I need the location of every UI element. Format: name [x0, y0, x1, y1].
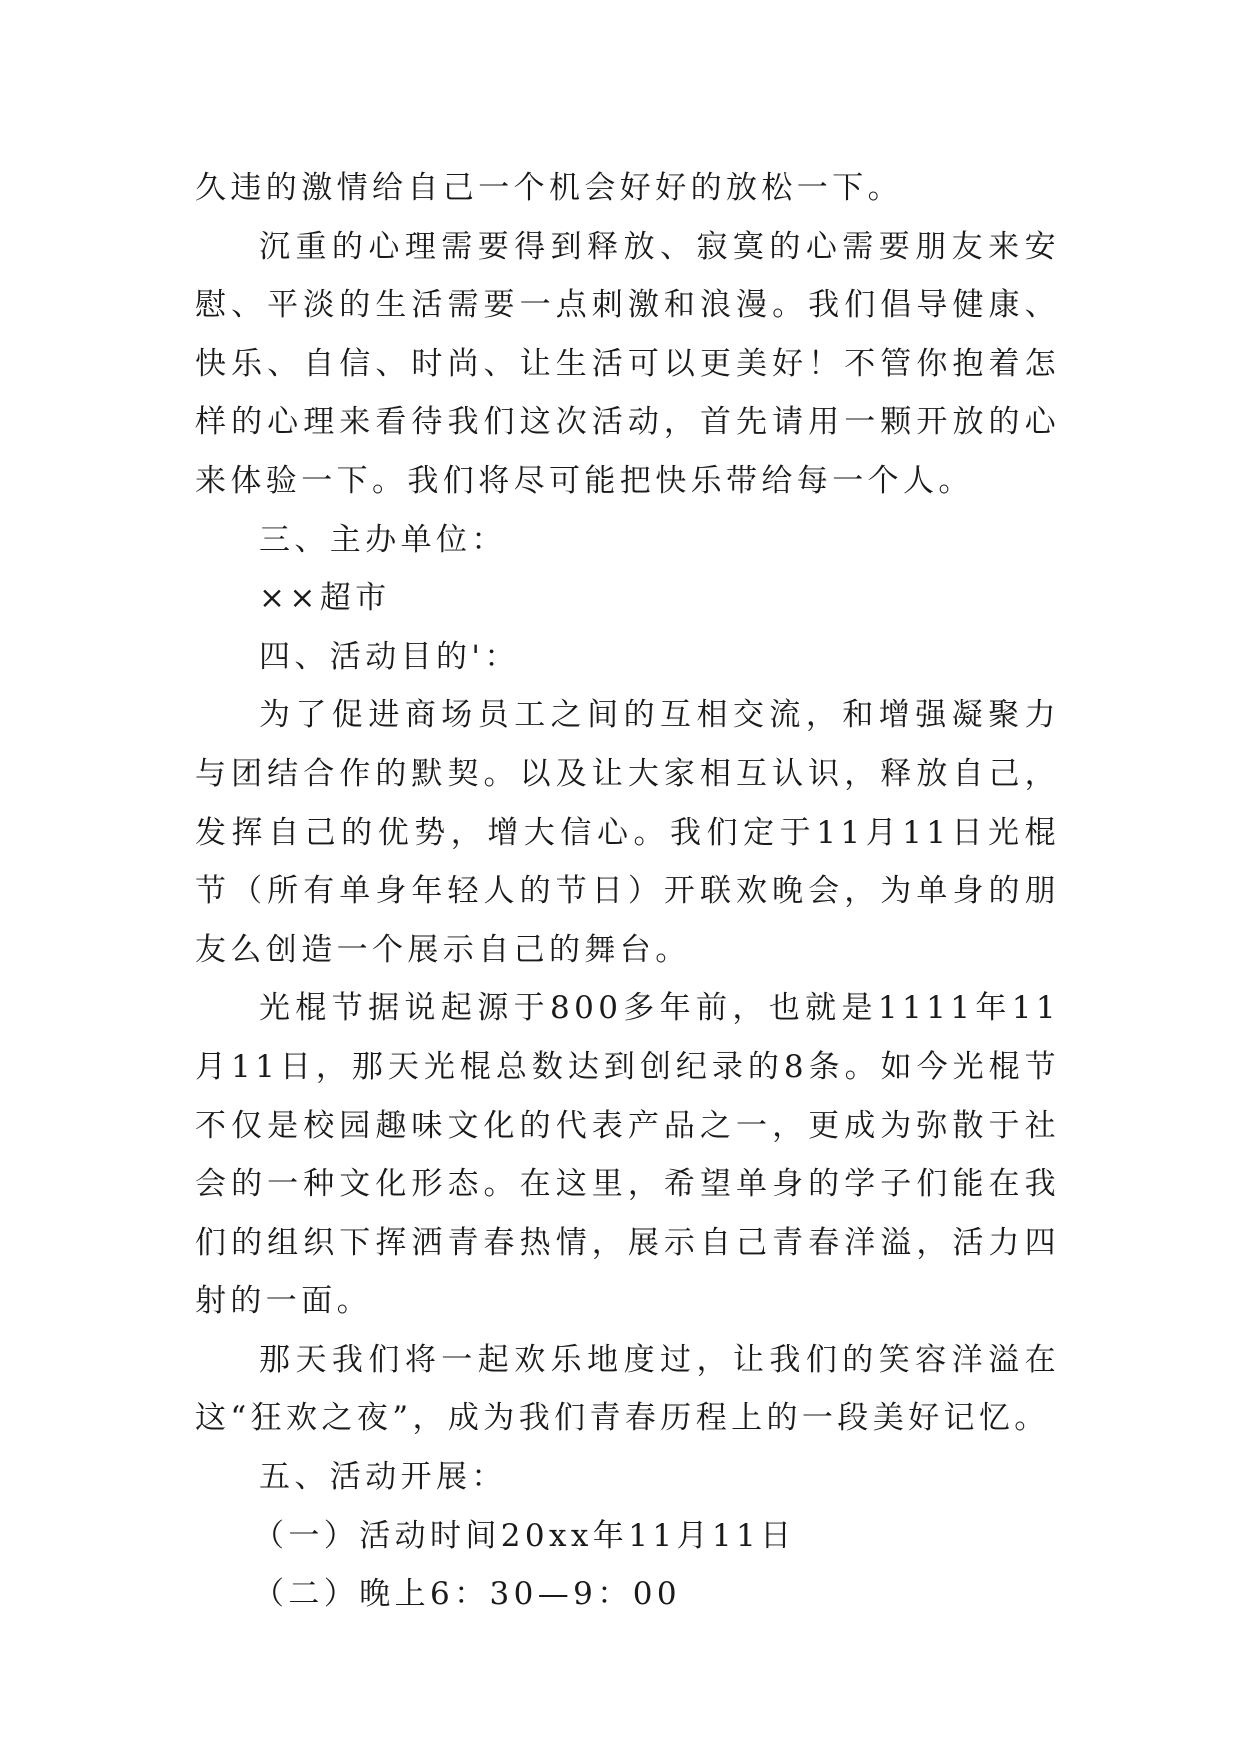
section-heading-activity: 五、活动开展： [259, 1459, 507, 1496]
paragraph-singles-day-origin: 光棍节据说起源于800多年前，也就是1111年11月11日，那天光棍总数达到创纪录的8条。如今光棍节不仅是校园趣味文化的代表产品之一，更成为弥散于社会的一种文化形态。在这里，希望单身的学子们能在我们的组织下挥洒青春热情，展示自己青春洋溢，活力四射的一面。 [195, 990, 1060, 1320]
activity-date-item: （一）活动时间20xx年11月11日 [253, 1517, 796, 1554]
paragraph-purpose: 为了促进商场员工之间的互相交流，和增强凝聚力与团结合作的默契。以及让大家相互认识，释放自己，发挥自己的优势，增大信心。我们定于11月11日光棍节（所有单身年轻人的节日）开联欢晚会，为单身的朋友么创造一个展示自己的舞台。 [195, 697, 1060, 968]
section-heading-organizer: 三、主办单位： [259, 521, 507, 558]
organizer-name: ××超市 [259, 580, 391, 617]
paragraph-carnival-night: 那天我们将一起欢乐地度过，让我们的笑容洋溢在这“狂欢之夜”，成为我们青春历程上的一段美好记忆。 [195, 1341, 1060, 1437]
paragraph-continuation: 久违的激情给自己一个机会好好的放松一下。 [195, 170, 903, 206]
section-heading-purpose: 四、活动目的'： [259, 638, 520, 675]
paragraph-feelings: 沉重的心理需要得到释放、寂寞的心需要朋友来安慰、平淡的生活需要一点刺激和浪漫。我们倡导健康、快乐、自信、时尚、让生活可以更美好！不管你抱着怎样的心理来看待我们这次活动，首先请用一颗开放的心来体验一下。我们将尽可能把快乐带给每一个人。 [195, 228, 1060, 499]
document-body [195, 159, 1060, 1624]
activity-time-item: （二）晚上6：30—9：00 [253, 1576, 681, 1613]
